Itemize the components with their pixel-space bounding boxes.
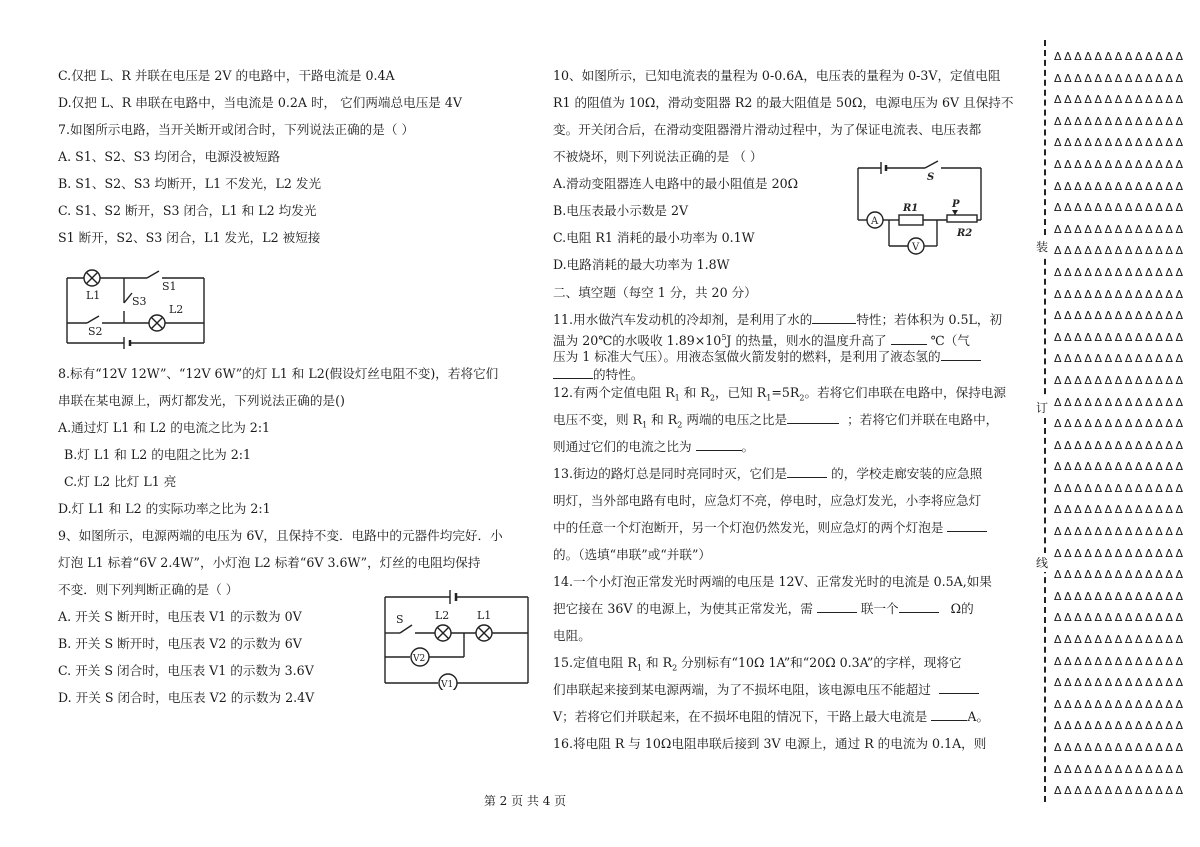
triangle-row: ΔΔΔΔΔΔΔΔΔΔΔΔΔ [1054,287,1186,301]
q7-circuit-diagram [62,263,212,353]
q7-option-d: S1 断开，S2、S3 闭合，L1 发光，L2 被短接 [58,230,321,245]
q15-line-1: 15.定值电阻 $R_1$ 和 $R_2$ 分别标有“10Ω 1A”和“20Ω 0.3A”的字样，现将它 [553,655,962,673]
binding-char-xian: 线 [1036,553,1048,572]
triangle-row: ΔΔΔΔΔΔΔΔΔΔΔΔΔ [1054,633,1186,647]
q8-stem-1: 8.标有“12V 12W”、“12V 6W”的灯 L1 和 L2(假设灯丝电阻不变)，若将它们 [58,366,499,381]
triangle-row: ΔΔΔΔΔΔΔΔΔΔΔΔΔ [1054,589,1186,603]
triangle-row: ΔΔΔΔΔΔΔΔΔΔΔΔΔ [1054,654,1186,668]
q10-option-d: D.电路消耗的最大功率为 1.8W [553,257,730,272]
triangle-row: ΔΔΔΔΔΔΔΔΔΔΔΔΔ [1054,762,1186,776]
q11-blank-1[interactable] [812,312,856,324]
q9-label-s: S [396,613,404,626]
q10-option-a: A.滑动变阻器连人电路中的最小阻值是 20Ω [553,176,799,191]
q10-label-s: S [927,172,935,183]
q13-line-1: 13.街边的路灯总是同时亮同时灭，它们是 的，学校走廊安装的应急照 [553,466,983,481]
triangle-row: ΔΔΔΔΔΔΔΔΔΔΔΔΔ [1054,460,1186,474]
q6-option-d: D.仅把 L、R 串联在电路中，当电流是 0.2A 时， 它们两端总电压是 4V [58,95,462,110]
triangle-row: ΔΔΔΔΔΔΔΔΔΔΔΔΔ [1054,481,1186,495]
q11-line-2: 温为 20℃的水吸收 $1.89\times 10^5J$ 的热量，则水的温度升高了 ℃（气 [553,333,970,349]
q15-blank-1[interactable] [939,682,979,694]
triangle-row: ΔΔΔΔΔΔΔΔΔΔΔΔΔ [1054,741,1186,754]
q13-line-3: 中的任意一个灯泡断开，另一个灯泡仍然发光，则应急灯的两个灯泡是 [553,520,987,536]
q9-option-a: A. 开关 S 断开时，电压表 V1 的示数为 0V [58,609,302,624]
q11-blank-3[interactable] [941,349,981,361]
q10-label-p: P [952,199,960,210]
triangle-row: ΔΔΔΔΔΔΔΔΔΔΔΔΔ [1054,719,1186,733]
triangle-row: ΔΔΔΔΔΔΔΔΔΔΔΔΔ [1054,395,1186,409]
triangle-row: ΔΔΔΔΔΔΔΔΔΔΔΔΔ [1054,330,1186,344]
q7-label-s3: S3 [132,295,147,308]
q10-option-c: C.电阻 R1 消耗的最小功率为 0.1W [553,230,755,245]
triangle-pattern [1054,46,1194,802]
q7-stem: 7.如图所示电路，当开关断开或闭合时，下列说法正确的是（ ） [58,122,415,137]
q6-option-c: C.仅把 L、R 并联在电压是 2V 的电路中，干路电流是 0.4A [58,68,395,83]
page-number: 第 2 页 共 4 页 [483,794,567,808]
q9-option-d: D. 开关 S 闭合时，电压表 V2 的示数为 2.4V [58,690,315,705]
q10-option-b: B.电压表最小示数是 2V [553,203,689,218]
q10-label-v: V [912,242,920,253]
triangle-row: ΔΔΔΔΔΔΔΔΔΔΔΔΔ [1054,265,1186,279]
q11-line-4: 的特性。 [553,367,643,383]
q7-option-c: C. S1、S2 断开，S3 闭合，L1 和 L2 均发光 [58,203,317,218]
q7-label-s2: S2 [88,325,103,338]
triangle-row: ΔΔΔΔΔΔΔΔΔΔΔΔΔ [1054,611,1186,625]
binding-char-zhuang: 装 [1036,237,1048,256]
q13-line-4: 的。（选填“串联”或“并联”） [553,547,711,562]
q12-blank-2[interactable] [696,439,742,451]
q15-line-2: 们串联起来接到某电源两端，为了不损坏电阻，该电源电压不能超过 [553,682,979,698]
q7-option-a: A. S1、S2、S3 均闭合，电源没被短路 [58,149,281,164]
triangle-row: ΔΔΔΔΔΔΔΔΔΔΔΔΔ [1054,373,1186,387]
binding-dashed-line [1044,40,1046,802]
q7-label-s1: S1 [162,280,177,293]
q8-option-d: D.灯 L1 和 L2 的实际功率之比为 2:1 [58,501,271,516]
triangle-row: ΔΔΔΔΔΔΔΔΔΔΔΔΔ [1054,136,1186,150]
q8-option-c: C.灯 L2 比灯 L1 亮 [64,474,177,489]
q12-blank-1[interactable] [787,412,839,424]
q10-circuit-diagram [853,158,988,263]
q13-line-2: 明灯，当外部电路有电时，应急灯不亮，停电时，应急灯发光，小李将应急灯 [553,493,982,508]
triangle-row: ΔΔΔΔΔΔΔΔΔΔΔΔΔ [1054,546,1186,560]
triangle-row: ΔΔΔΔΔΔΔΔΔΔΔΔΔ [1054,93,1186,107]
q10-stem-1: 10、如图所示，已知电流表的量程为 0-0.6A，电压表的量程为 0-3V，定值电阻 [553,68,1001,83]
triangle-row: ΔΔΔΔΔΔΔΔΔΔΔΔΔ [1054,568,1186,582]
triangle-row: ΔΔΔΔΔΔΔΔΔΔΔΔΔ [1054,71,1186,85]
q14-blank-2[interactable] [899,601,939,613]
q13-blank-1[interactable] [787,466,827,478]
binding-char-ding: 订 [1036,398,1048,417]
q9-label-v2: V2 [413,654,426,664]
q10-label-r2: R2 [957,228,973,239]
triangle-row: ΔΔΔΔΔΔΔΔΔΔΔΔΔ [1054,50,1186,63]
q9-stem-1: 9、如图所示，电源两端的电压为 6V，且保持不变．电路中的元器件均完好．小 [58,528,503,543]
q9-option-b: B. 开关 S 断开时，电压表 V2 的示数为 6V [58,636,302,651]
triangle-row: ΔΔΔΔΔΔΔΔΔΔΔΔΔ [1054,244,1186,258]
q14-line-2: 把它接在 36V 的电源上，为使其正常发光，需 联一个 Ω的 [553,601,974,616]
q9-label-v1: V1 [441,680,454,690]
q10-stem-3: 变。开关闭合后，在滑动变阻器滑片滑动过程中，为了保证电流表、电压表都 [553,122,982,137]
q12-line-1: 12.有两个定值电阻 $R_1$ 和 $R_2$，已知 $R_1=5R_2$。若将它们串联在电路中，保持电源 [553,385,1006,403]
q9-circuit-diagram [380,585,540,690]
q10-label-r1: R1 [903,203,919,214]
triangle-row: ΔΔΔΔΔΔΔΔΔΔΔΔΔ [1054,525,1186,539]
q7-label-l1: L1 [86,289,101,302]
q14-line-3: 电阻。 [553,628,591,643]
q15-line-3: V；若将它们并联起来，在不损坏电阻的情况下，干路上最大电流是 A。 [553,709,990,724]
q11-blank-3b[interactable] [553,367,593,379]
q14-blank-1[interactable] [817,601,857,613]
triangle-row: ΔΔΔΔΔΔΔΔΔΔΔΔΔ [1054,157,1186,171]
q9-label-l1: L1 [477,609,492,622]
triangle-row: ΔΔΔΔΔΔΔΔΔΔΔΔΔ [1054,697,1186,711]
q9-stem-3: 不变．则下列判断正确的是（ ） [58,582,239,597]
q14-line-1: 14.一个小灯泡正常发光时两端的电压是 12V、正常发光时的电流是 0.5A,如果 [553,574,992,589]
q10-label-a: A [871,216,879,227]
q12-line-3: 则通过它们的电流之比为 。 [553,439,755,454]
q10-stem-4: 不被烧坏，则下列说法正确的是 （ ） [553,149,763,164]
q8-option-a: A.通过灯 L1 和 L2 的电流之比为 2:1 [58,420,271,435]
q13-blank-2[interactable] [947,520,987,532]
triangle-row: ΔΔΔΔΔΔΔΔΔΔΔΔΔ [1054,179,1186,193]
q12-line-2: 电压不变，则 $R_1$ 和 $R_2$ 两端的电压之比是 ；若将它们并联在电路中， [553,412,999,430]
q11-line-1: 11.用水做汽车发动机的冷却剂，是利用了水的 特性；若体积为 0.5L，初 [553,312,1003,327]
q9-stem-2: 灯泡 L1 标着“6V 2.4W”，小灯泡 L2 标着“6V 3.6W”，灯丝的电阻均保持 [58,555,481,570]
triangle-row: ΔΔΔΔΔΔΔΔΔΔΔΔΔ [1054,676,1186,690]
q11-line-3: 压为 1 标准大气压）。用液态氢做火箭发射的燃料，是利用了液态氢的 [553,349,981,365]
q8-stem-2: 串联在某电源上，两灯都发光，下列说法正确的是() [58,393,345,408]
triangle-row: ΔΔΔΔΔΔΔΔΔΔΔΔΔ [1054,201,1186,215]
triangle-row: ΔΔΔΔΔΔΔΔΔΔΔΔΔ [1054,784,1186,798]
triangle-row: ΔΔΔΔΔΔΔΔΔΔΔΔΔ [1054,309,1186,323]
q16-line-1: 16.将电阻 R 与 10Ω电阻串联后接到 3V 电源上，通过 R 的电流为 0.1A，则 [553,736,987,751]
q7-label-l2: L2 [169,303,184,316]
q8-option-b: B.灯 L1 和 L2 的电阻之比为 2:1 [64,447,252,462]
q15-blank-2[interactable] [931,709,967,721]
section-title-fill-blank: 二、填空题（每空 1 分，共 20 分） [553,285,757,300]
triangle-row: ΔΔΔΔΔΔΔΔΔΔΔΔΔ [1054,352,1186,366]
q9-option-c: C. 开关 S 闭合时，电压表 V1 的示数为 3.6V [58,663,314,678]
triangle-row: ΔΔΔΔΔΔΔΔΔΔΔΔΔ [1054,438,1186,452]
q11-blank-2[interactable] [891,333,927,345]
triangle-row: ΔΔΔΔΔΔΔΔΔΔΔΔΔ [1054,503,1186,517]
triangle-row: ΔΔΔΔΔΔΔΔΔΔΔΔΔ [1054,114,1186,128]
triangle-row: ΔΔΔΔΔΔΔΔΔΔΔΔΔ [1054,417,1186,431]
triangle-row: ΔΔΔΔΔΔΔΔΔΔΔΔΔ [1054,222,1186,236]
q7-option-b: B. S1、S2、S3 均断开，L1 不发光，L2 发光 [58,176,322,191]
q10-stem-2: R1 的阻值为 10Ω，滑动变阻器 R2 的最大阻值是 50Ω，电源电压为 6V 且保持不 [553,95,1014,110]
q9-label-l2: L2 [435,609,450,622]
